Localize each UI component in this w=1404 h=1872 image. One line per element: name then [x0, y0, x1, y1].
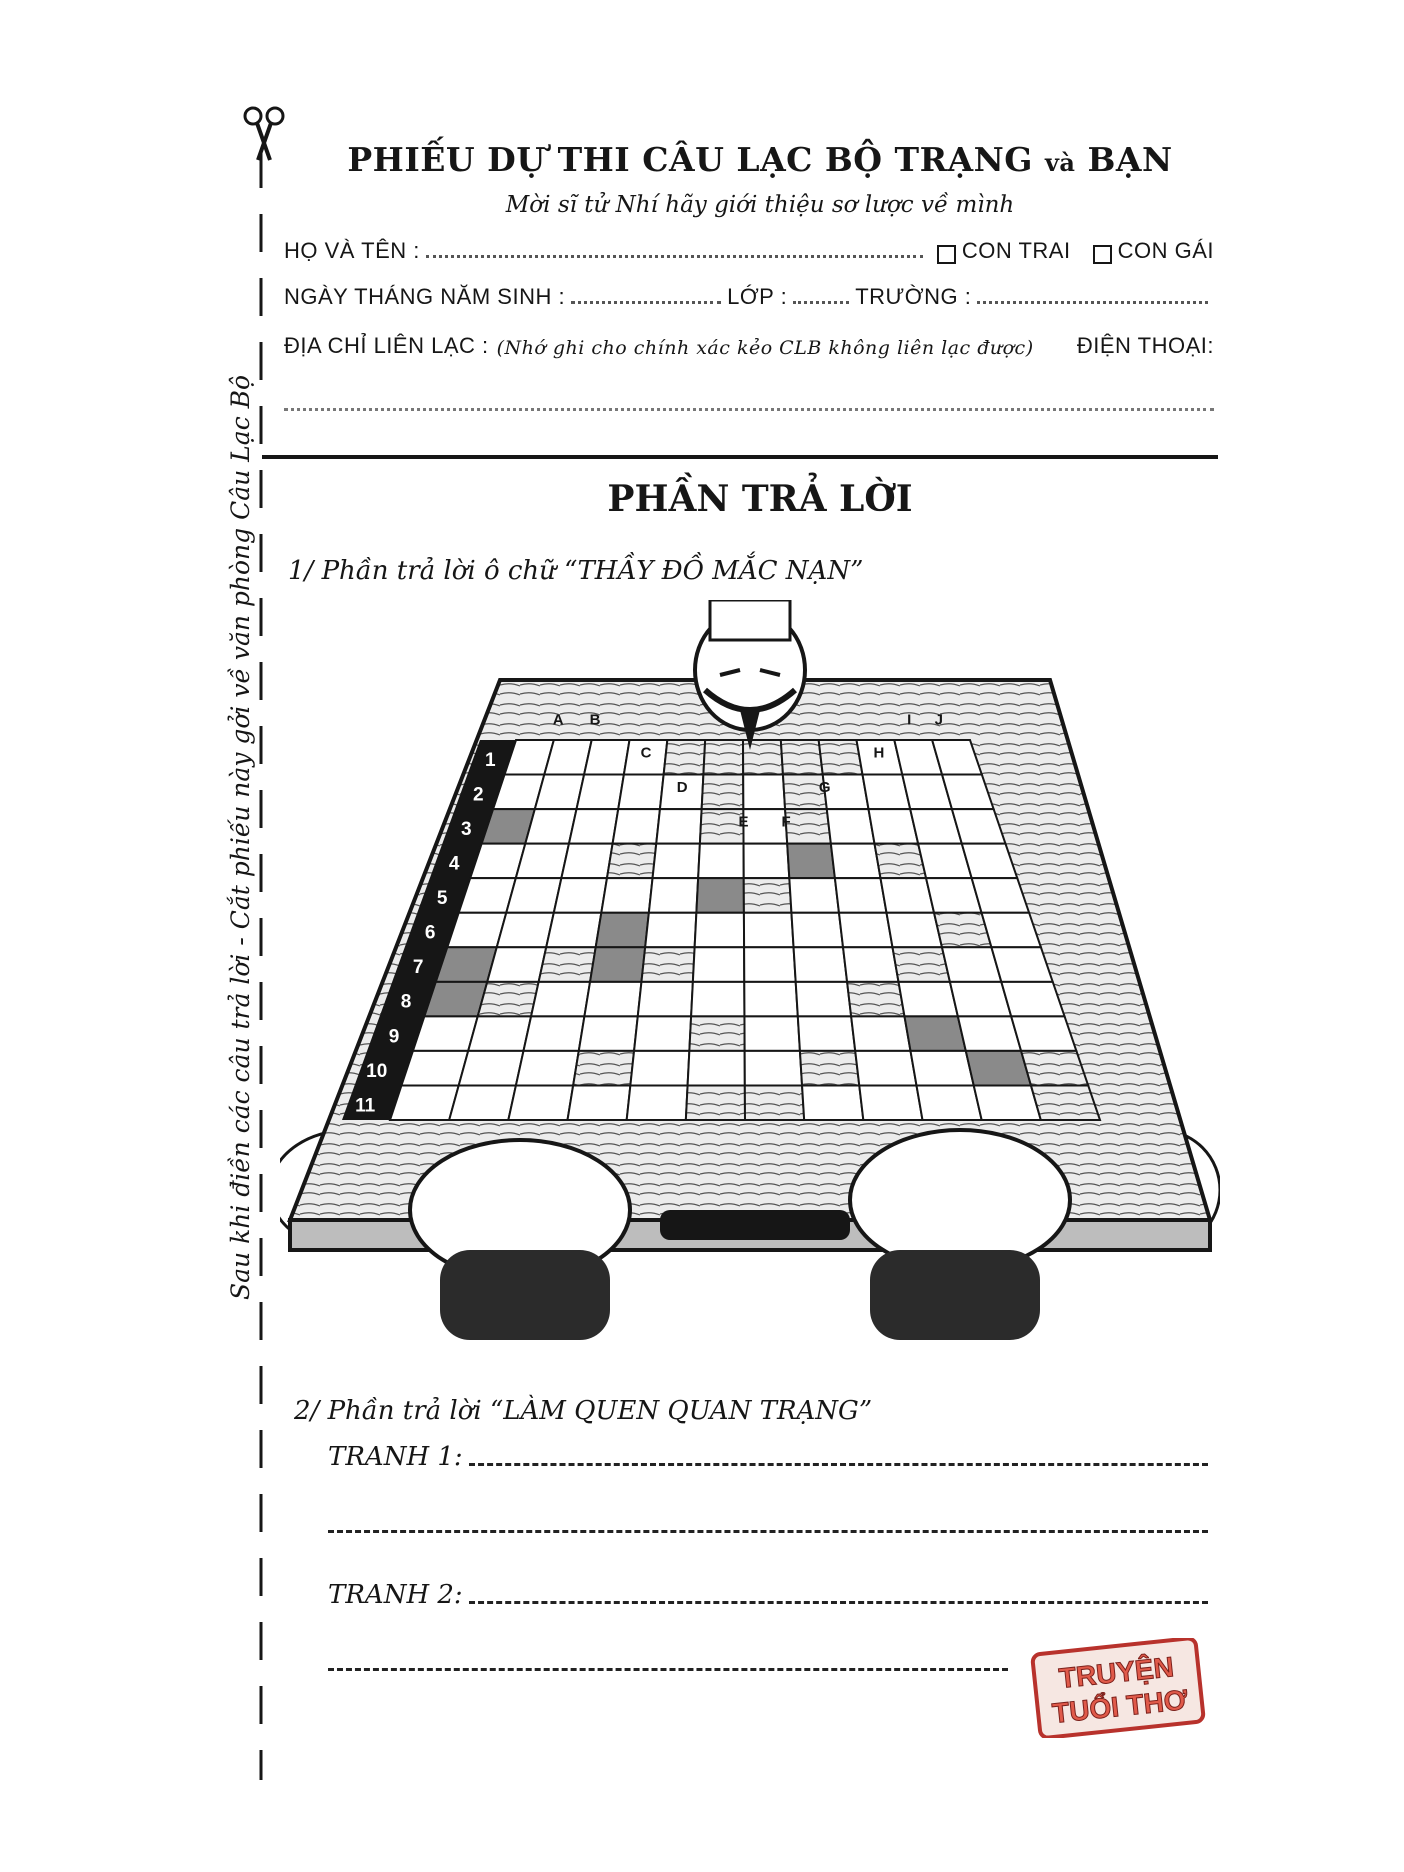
crossword-cell — [887, 913, 942, 948]
crossword-cell — [390, 1085, 459, 1120]
dob-row — [284, 284, 1214, 310]
crossword-cell — [607, 844, 656, 879]
crossword-cell — [618, 775, 663, 810]
section-divider — [262, 455, 1218, 459]
crossword-cell — [584, 740, 629, 775]
boy-checkbox[interactable] — [937, 245, 956, 264]
crossword-cell — [802, 1085, 863, 1120]
crossword-cell — [744, 913, 794, 948]
tranh-1-row — [328, 1442, 1208, 1472]
crossword-cell — [744, 947, 796, 982]
crossword-cell — [702, 775, 744, 810]
crossword-cell — [590, 947, 645, 982]
crossword-cell — [561, 844, 612, 879]
crossword-cell — [798, 1016, 855, 1051]
crossword-cell — [523, 1016, 584, 1051]
row-number: 3 — [460, 819, 472, 840]
address-field[interactable] — [284, 408, 1214, 411]
crossword-cell — [645, 913, 696, 948]
crossword-cell — [700, 809, 744, 844]
crossword-cell — [554, 878, 607, 913]
crossword-cell — [745, 1051, 802, 1086]
crossword-cell — [579, 1016, 638, 1051]
crossword-cell — [744, 844, 790, 879]
crossword-cell — [468, 1016, 531, 1051]
crossword-cell — [787, 844, 835, 879]
question-2-label: 2/ Phần trả lời “LÀM QUEN QUAN TRẠNG” — [294, 1396, 873, 1426]
crossword-cell — [693, 947, 744, 982]
crossword-cell — [703, 740, 743, 775]
crossword-board-illustration — [280, 600, 1220, 1380]
school-field[interactable] — [977, 300, 1208, 304]
crossword-cell — [516, 1051, 579, 1086]
crossword-cell — [497, 913, 554, 948]
crossword-cell — [689, 1016, 744, 1051]
form-title — [300, 140, 1220, 179]
crossword-cell — [1031, 1085, 1100, 1120]
crossword-cell — [546, 913, 601, 948]
crossword-cell — [634, 1016, 691, 1051]
tranh-1-label: TRANH 1: — [328, 1442, 463, 1472]
row-number: 11 — [355, 1095, 376, 1117]
crossword-cell — [696, 878, 744, 913]
crossword-cell — [424, 982, 487, 1017]
crossword-cell — [743, 775, 785, 810]
row-number: 10 — [366, 1060, 388, 1082]
crossword-cell — [839, 913, 893, 948]
crossword-cell — [819, 740, 863, 775]
crossword-cell — [744, 982, 798, 1017]
crossword-cell — [487, 947, 546, 982]
crossword-cell — [843, 947, 898, 982]
class-field[interactable] — [793, 300, 849, 304]
crossword-cell — [917, 1085, 982, 1120]
row-number: 7 — [412, 957, 424, 979]
question-1-label: 1/ Phần trả lời ô chữ “THẦY ĐỒ MẮC NẠN” — [288, 556, 864, 586]
crossword-cell — [508, 1085, 573, 1120]
crossword-cell — [835, 878, 887, 913]
phone-label: ĐIỆN THOẠI: — [1076, 333, 1214, 358]
tranh-2-row — [328, 1580, 1208, 1610]
form-title-end: BẠN — [1087, 140, 1173, 179]
dob-label: NGÀY THÁNG NĂM SINH : — [284, 284, 566, 309]
crossword-cell — [744, 1016, 799, 1051]
crossword-cell — [1011, 1016, 1076, 1051]
crossword-cell — [478, 982, 539, 1017]
crossword-cell — [630, 1051, 689, 1086]
column-letter: C — [640, 744, 652, 762]
class-label: LỚP : — [727, 284, 788, 309]
school-label: TRƯỜNG : — [855, 284, 972, 309]
crossword-cell — [800, 1051, 859, 1086]
row-number: 6 — [424, 922, 436, 944]
crossword-cell — [627, 1085, 688, 1120]
column-letter: G — [818, 778, 831, 796]
row-number: 1 — [485, 749, 496, 771]
name-row — [284, 238, 1214, 264]
column-letter: A — [552, 711, 564, 729]
crossword-cell — [569, 809, 618, 844]
crossword-cell — [436, 947, 497, 982]
form-title-small: và — [1044, 148, 1076, 177]
crossword-cell — [781, 740, 823, 775]
crossword-cell — [785, 809, 831, 844]
crossword-cell — [899, 982, 958, 1017]
crossword-cell — [974, 1085, 1041, 1120]
crossword-cell — [905, 1016, 966, 1051]
crossword-cell — [789, 878, 839, 913]
girl-checkbox[interactable] — [1093, 245, 1112, 264]
crossword-cell — [568, 1085, 631, 1120]
column-letter: I — [907, 711, 912, 729]
crossword-cell — [401, 1051, 468, 1086]
answers-heading: PHẦN TRẢ LỜI — [607, 478, 913, 520]
cut-instruction-note: Sau khi điền các câu trả lời - Cắt phiếu này gởi về văn phòng Câu Lạc Bộ — [226, 374, 255, 1300]
crossword-cell — [459, 1051, 524, 1086]
crossword-cell — [745, 1085, 804, 1120]
crossword-cell — [827, 809, 875, 844]
crossword-cell — [573, 1051, 634, 1086]
crossword-cell — [584, 982, 641, 1017]
form-title-main: PHIẾU DỰ THI CÂU LẠC BỘ TRẠNG — [347, 140, 1033, 179]
crossword-cell — [531, 982, 590, 1017]
crossword-cell — [638, 982, 693, 1017]
crossword-cell — [686, 1085, 745, 1120]
crossword-cell — [855, 1051, 916, 1086]
tranh-2-label: TRANH 2: — [328, 1580, 463, 1610]
crossword-cell — [796, 982, 851, 1017]
crossword-cell — [641, 947, 694, 982]
crossword-cell — [698, 844, 744, 879]
tranh-2-answer-line-2[interactable] — [328, 1668, 1008, 1671]
column-letter: B — [589, 711, 601, 729]
tranh-1-answer-line-2[interactable] — [328, 1530, 1208, 1533]
column-letter: J — [934, 711, 943, 729]
name-label: HỌ VÀ TÊN : — [284, 238, 420, 263]
address-row — [284, 333, 1214, 359]
crossword-cell — [539, 947, 596, 982]
crossword-cell — [691, 982, 744, 1017]
crossword-cell — [831, 844, 881, 879]
crossword-cell — [516, 844, 569, 879]
svg-text:TRUYỆN: TRUYỆN — [1057, 1651, 1176, 1695]
crossword-cell — [794, 947, 848, 982]
column-letter: F — [781, 813, 791, 831]
crossword-cell — [847, 982, 904, 1017]
address-label: ĐỊA CHỈ LIÊN LẠC : — [284, 333, 489, 358]
form-subtitle: Mời sĩ tử Nhí hãy giới thiệu sơ lược về mình — [505, 192, 1015, 218]
crossword-cell — [656, 809, 701, 844]
crossword-cell — [911, 1051, 974, 1086]
row-number: 4 — [448, 853, 460, 875]
crossword-cell — [506, 878, 561, 913]
crossword-cell — [851, 1016, 910, 1051]
row-number: 9 — [388, 1026, 400, 1048]
crossword-cell — [881, 878, 935, 913]
crossword-cell — [413, 1016, 478, 1051]
crossword-cell — [744, 878, 792, 913]
row-number: 8 — [400, 991, 412, 1013]
column-letter: D — [676, 778, 688, 796]
crossword-cell — [991, 947, 1052, 982]
row-number: 2 — [473, 784, 484, 806]
crossword-cell — [958, 1016, 1021, 1051]
crossword-cell — [859, 1085, 922, 1120]
boy-label: CON TRAI — [961, 238, 1071, 263]
column-letter: E — [738, 813, 749, 831]
crossword-cell — [695, 913, 744, 948]
crossword-cell — [525, 809, 576, 844]
crossword-cell — [596, 913, 649, 948]
column-letter: H — [873, 744, 885, 762]
crossword-cell — [613, 809, 660, 844]
tranh-1-answer-line[interactable] — [469, 1462, 1208, 1466]
girl-label: CON GÁI — [1117, 238, 1214, 263]
name-field[interactable] — [426, 254, 923, 258]
truyen-tuoi-tho-logo — [1030, 1638, 1206, 1738]
svg-text:TUỔI THƠ: TUỔI THƠ — [1050, 1683, 1190, 1729]
tranh-2-answer-line[interactable] — [469, 1600, 1208, 1604]
crossword-cell — [601, 878, 652, 913]
crossword-cell — [1001, 982, 1064, 1017]
crossword-cell — [1021, 1051, 1088, 1086]
scissors-icon — [240, 104, 288, 164]
crossword-cell — [649, 878, 698, 913]
dob-field[interactable] — [571, 300, 721, 304]
crossword-cell — [664, 740, 706, 775]
crossword-cell — [966, 1051, 1031, 1086]
crossword-cell — [791, 913, 843, 948]
row-number: 5 — [436, 888, 448, 910]
crossword-cell — [577, 775, 624, 810]
crossword-cell — [449, 1085, 516, 1120]
crossword-cell — [653, 844, 700, 879]
crossword-cell — [893, 947, 950, 982]
crossword-cell — [688, 1051, 745, 1086]
address-note: (Nhớ ghi cho chính xác kẻo CLB không liên lạc được) — [496, 337, 1034, 359]
